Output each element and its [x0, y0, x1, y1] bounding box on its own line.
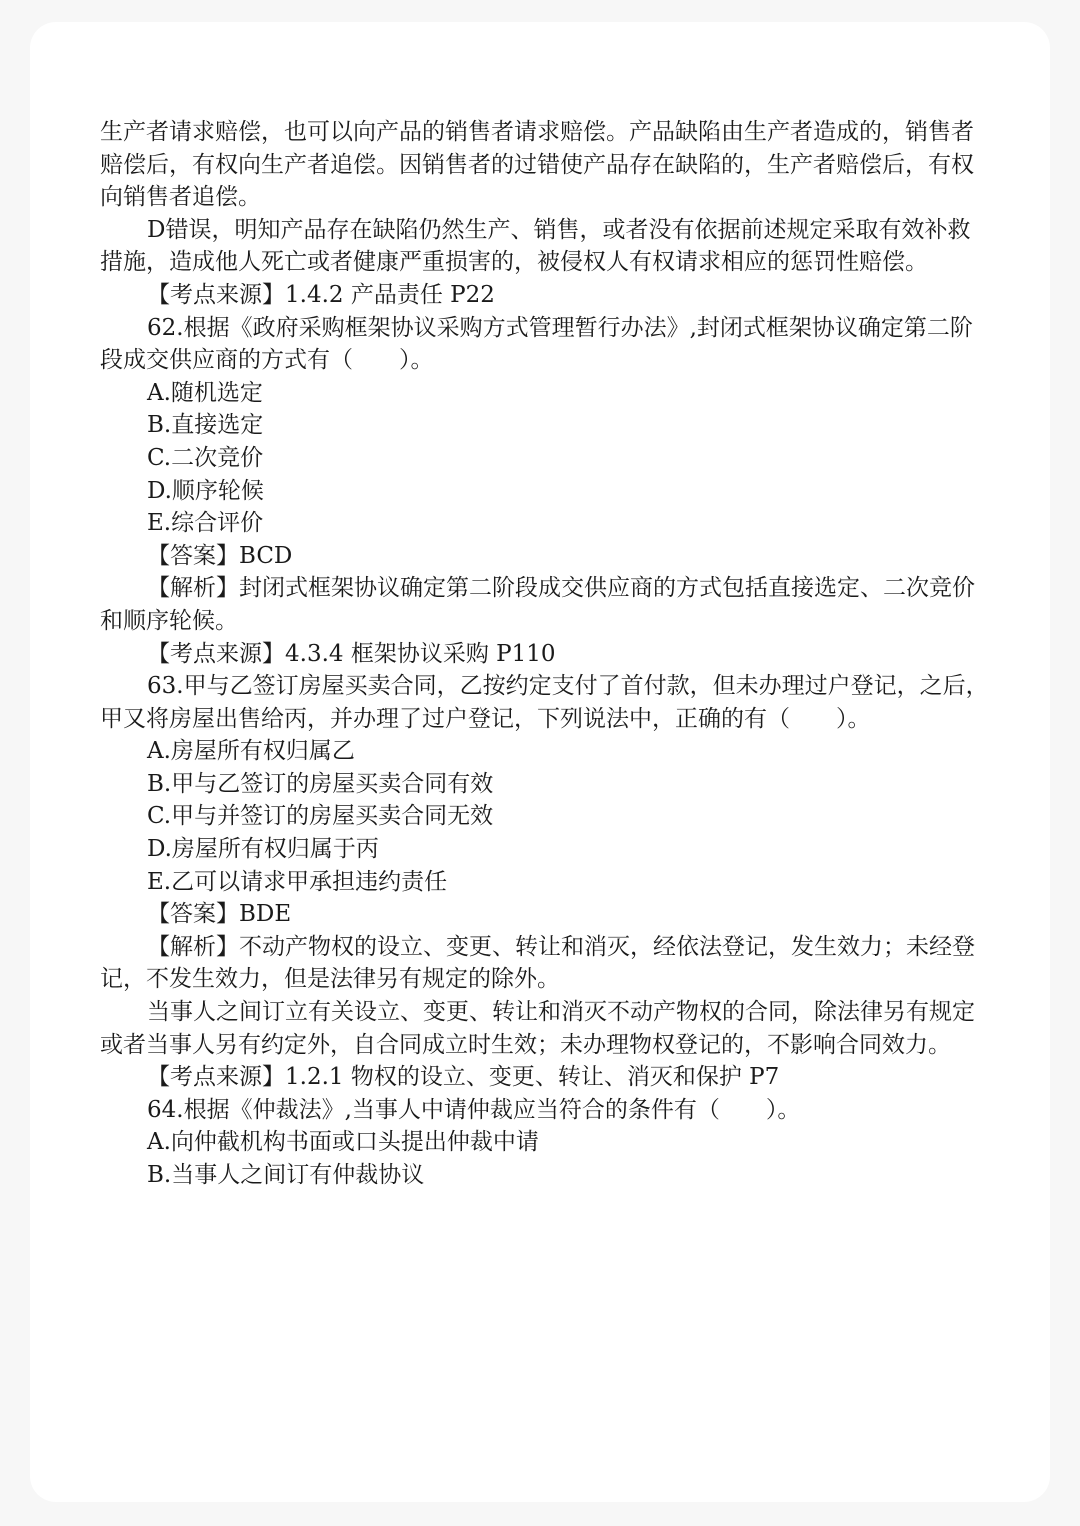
q63-analysis: 【解析】不动产物权的设立、变更、转让和消灭，经依法登记，发生效力；未经登记，不发生效力，但是法律另有规定的除外。 — [100, 933, 975, 993]
q63-source: 【考点来源】1.2.1 物权的设立、变更、转让、消灭和保护 P7 — [147, 1064, 780, 1091]
q63-answer: 【答案】BDE — [147, 901, 292, 928]
question-62: 62.根据《政府采购框架协议采购方式管理暂行办法》,封闭式框架协议确定第二阶段成交供应商的方式有（ ）。 — [100, 314, 973, 374]
q64-option-b: B.当事人之间订有仲裁协议 — [147, 1162, 425, 1188]
q63-analysis-continued: 当事人之间订立有关设立、变更、转让和消灭不动产物权的合同，除法律另有规定或者当事人另有约定外，自合同成立时生效；未办理物权登记的，不影响合同效力。 — [100, 999, 975, 1058]
q62-answer: 【答案】BCD — [147, 542, 293, 569]
question-64: 64.根据《仲裁法》,当事人中请仲裁应当符合的条件有（ ）。 — [147, 1096, 801, 1123]
q63-option-e: E.乙可以请求甲承担违约责任 — [147, 868, 448, 895]
paragraph-option-d-explanation: D错误，明知产品存在缺陷仍然生产、销售，或者没有依据前述规定采取有效补救措施，造成他人死亡或者健康严重损害的，被侵权人有权请求相应的惩罚性赔偿。 — [100, 216, 971, 276]
q62-option-b: B.直接选定 — [147, 412, 264, 439]
q62-source: 【考点来源】4.3.4 框架协议采购 P110 — [147, 640, 556, 667]
q62-option-a: A.随机选定 — [147, 379, 263, 406]
document-body — [100, 116, 990, 1192]
q63-option-c: C.甲与并签订的房屋买卖合同无效 — [147, 803, 494, 830]
question-63: 63.甲与乙签订房屋买卖合同，乙按约定支付了首付款，但未办理过户登记，之后，甲又将房屋出售给丙，并办理了过户登记，下列说法中，正确的有（ ）。 — [100, 673, 989, 732]
source-reference: 【考点来源】1.4.2 产品责任 P22 — [147, 281, 495, 308]
q62-option-d: D.顺序轮候 — [147, 477, 264, 504]
q62-option-c: C.二次竞价 — [147, 444, 264, 471]
q63-option-d: D.房屋所有权归属于丙 — [147, 836, 379, 863]
q64-option-a: A.向仲截机构书面或口头提出仲裁中请 — [147, 1129, 539, 1156]
q63-option-a: A.房屋所有权归属乙 — [147, 738, 355, 765]
q62-analysis: 【解析】封闭式框架协议确定第二阶段成交供应商的方式包括直接选定、二次竞价和顺序轮候。 — [100, 575, 975, 634]
q63-option-b: B.甲与乙签订的房屋买卖合同有效 — [147, 770, 494, 797]
q62-option-e: E.综合评价 — [147, 510, 264, 537]
paragraph-continuation: 生产者请求赔偿，也可以向产品的销售者请求赔偿。产品缺陷由生产者造成的，销售者赔偿后，有权向生产者追偿。因销售者的过错使产品存在缺陷的，生产者赔偿后，有权向销售者追偿。 — [100, 119, 974, 211]
